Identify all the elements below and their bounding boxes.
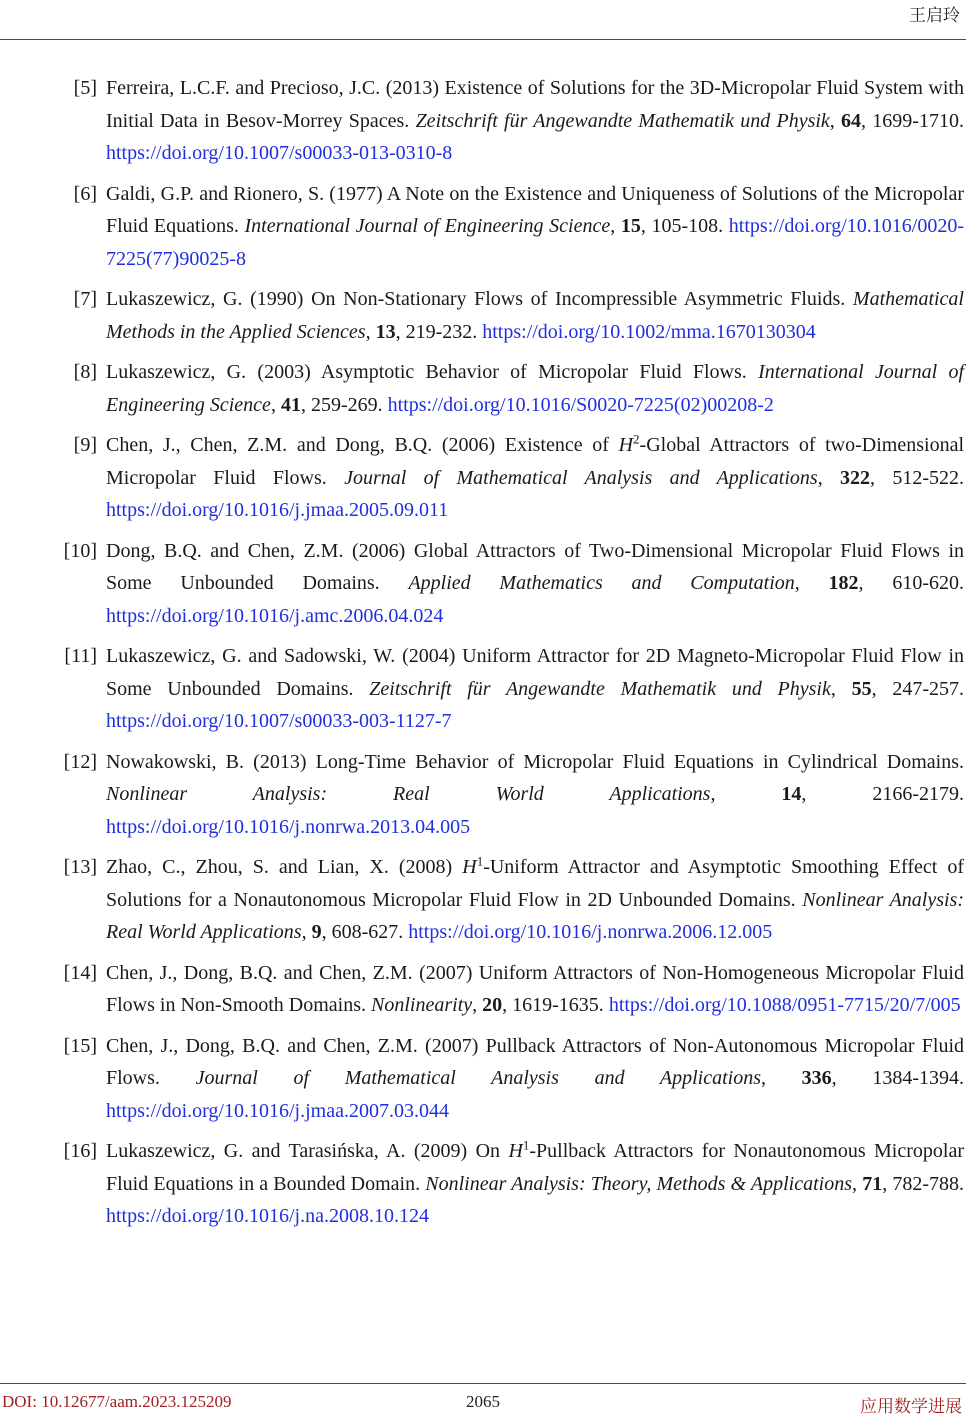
- reference-item: [0, 851, 966, 949]
- reference-pages: , 512-522.: [870, 466, 964, 489]
- reference-authors-title: Nowakowski, B. (2013) Long-Time Behavior of Micropolar Fluid Equations in Cylindrical Domains.: [106, 750, 964, 773]
- reference-pages: , 1384-1394.: [831, 1067, 965, 1089]
- reference-text: Chen, J., Dong, B.Q. and Chen, Z.M. (2007) Pullback Attractors of Non-Autonomous Micropolar Fluid Flows. Journal of Mathematical Analysis and Applications, 336, 1384-1394. https://doi.org/10.1016/j.jmaa.2007.03.044: [106, 1034, 965, 1122]
- reference-authors-title: Chen, J., Dong, B.Q. and Chen, Z.M. (2007) Pullback Attractors of Non-Autonomous Micropolar Fluid Flows.: [106, 1034, 964, 1089]
- doi-link[interactable]: https://doi.org/10.1016/j.jmaa.2007.03.044: [106, 1099, 449, 1122]
- reference-item: [0, 640, 966, 738]
- doi-link[interactable]: https://doi.org/10.1007/s00033-003-1127-7: [106, 710, 452, 732]
- reference-pages: , 2166-2179.: [801, 783, 964, 805]
- reference-volume: 71: [862, 1172, 883, 1195]
- math-symbol: H: [618, 434, 634, 456]
- reference-text: Ferreira, L.C.F. and Precioso, J.C. (2013) Existence of Solutions for the 3D-Micropolar Fluid System with Initial Data in Besov-Morrey Spaces. Zeitschrift für Angewandte Mathematik und Physik, 64, 1699-1710. https://doi.org/10.1007/s00033-013-0310-8: [106, 77, 964, 164]
- header-author: 王启玲: [909, 6, 960, 25]
- reference-journal: Mathematical Methods in the Applied Sciences: [106, 288, 964, 343]
- reference-number: [13]: [63, 856, 97, 878]
- reference-authors-title: Lukaszewicz, G. (1990) On Non-Stationary Flows of Incompressible Asymmetric Fluids.: [106, 288, 853, 310]
- reference-journal: Zeitschrift für Angewandte Mathematik und Physik: [369, 677, 831, 700]
- reference-item: [0, 72, 966, 170]
- doi-link[interactable]: https://doi.org/10.1016/j.nonrwa.2006.12.005: [408, 921, 773, 943]
- math-symbol: H: [508, 1140, 523, 1162]
- reference-journal: Journal of Mathematical Analysis and Applications: [195, 1067, 761, 1089]
- reference-journal: International Journal of Engineering Science: [244, 215, 611, 237]
- reference-journal: Applied Mathematics and Computation: [408, 572, 795, 594]
- page-number: 2065: [466, 1392, 500, 1411]
- reference-volume: 322: [840, 466, 871, 489]
- reference-authors-title: Chen, J., Chen, Z.M. and Dong, B.Q. (2006) Existence of: [106, 434, 619, 456]
- doi-link[interactable]: https://doi.org/10.1016/j.na.2008.10.124: [106, 1205, 429, 1227]
- reference-volume: 64: [841, 109, 862, 132]
- reference-number: [8]: [73, 361, 97, 383]
- reference-number: [14]: [63, 961, 97, 984]
- reference-item: [0, 283, 966, 348]
- reference-pages: , 247-257.: [871, 677, 965, 700]
- reference-volume: 336: [801, 1067, 832, 1089]
- reference-list: [0, 72, 966, 1241]
- footer-doi: DOI: 10.12677/aam.2023.125209: [2, 1392, 232, 1411]
- reference-item: [0, 1135, 966, 1233]
- doi-link[interactable]: https://doi.org/10.1088/0951-7715/20/7/005: [608, 994, 961, 1016]
- doi-link[interactable]: https://doi.org/10.1007/s00033-013-0310-8: [106, 142, 453, 164]
- reference-volume: 15: [620, 215, 641, 237]
- reference-journal: Journal of Mathematical Analysis and Applications: [344, 466, 818, 489]
- reference-text: Nowakowski, B. (2013) Long-Time Behavior of Micropolar Fluid Equations in Cylindrical Domains. Nonlinear Analysis: Real World Applications, 14, 2166-2179. https://doi.org/10.1016/j.nonrwa.2013.04.005: [106, 750, 964, 838]
- reference-item: [0, 957, 966, 1022]
- reference-authors-title: Lukaszewicz, G. and Sadowski, W. (2004) Uniform Attractor for 2D Magneto-Micropolar Fluid Flow in Some Unbounded Domains.: [106, 645, 964, 700]
- reference-pages: , 610-620.: [858, 572, 964, 594]
- reference-number: [11]: [64, 645, 97, 667]
- reference-authors-title: Zhao, C., Zhou, S. and Lian, X. (2008): [106, 856, 463, 878]
- reference-number: [12]: [63, 750, 97, 773]
- reference-volume: 41: [280, 393, 301, 416]
- reference-title-rest: -Uniform Attractor and Asymptotic Smoothing Effect of Solutions for a Nonautonomous Micropolar Fluid Flow in 2D Unbounded Domains.: [106, 856, 964, 911]
- reference-number: [7]: [73, 288, 97, 310]
- reference-title-rest: -Global Attractors of two-Dimensional Micropolar Fluid Flows.: [106, 434, 964, 489]
- reference-authors-title: Ferreira, L.C.F. and Precioso, J.C. (2013) Existence of Solutions for the 3D-Micropolar Fluid System with Initial Data in Besov-Morrey Spaces.: [106, 77, 964, 132]
- reference-pages: , 219-232.: [395, 320, 483, 343]
- reference-pages: , 608-627.: [321, 921, 409, 943]
- reference-title-rest: -Pullback Attractors for Nonautonomous Micropolar Fluid Equations in a Bounded Domain.: [106, 1140, 964, 1195]
- doi-link[interactable]: https://doi.org/10.1016/j.jmaa.2005.09.011: [106, 499, 449, 521]
- reference-text: Lukaszewicz, G. (2003) Asymptotic Behavior of Micropolar Fluid Flows. International Journal of Engineering Science, 41, 259-269. https://doi.org/10.1016/S0020-7225(02)00208-2: [106, 361, 964, 416]
- reference-volume: 55: [851, 677, 872, 700]
- reference-journal: Zeitschrift für Angewandte Mathematik und Physik: [415, 109, 830, 132]
- reference-journal: Nonlinear Analysis: Real World Applications: [106, 888, 964, 943]
- reference-authors-title: Dong, B.Q. and Chen, Z.M. (2006) Global Attractors of Two-Dimensional Micropolar Fluid Flows in Some Unbounded Domains.: [106, 539, 964, 594]
- reference-item: [0, 1030, 966, 1128]
- reference-journal: Nonlinear Analysis: Real World Applications: [106, 783, 711, 805]
- reference-number: [16]: [63, 1140, 97, 1162]
- reference-pages: , 105-108.: [640, 215, 729, 237]
- reference-number: [6]: [73, 182, 97, 205]
- reference-journal: Nonlinearity: [371, 994, 473, 1016]
- math-superscript: 2: [633, 431, 640, 447]
- reference-number: [9]: [73, 434, 97, 456]
- reference-text: Chen, J., Dong, B.Q. and Chen, Z.M. (2007) Uniform Attractors of Non-Homogeneous Micropolar Fluid Flows in Non-Smooth Domains. Nonlinearity, 20, 1619-1635. https://doi.org/10.1088/0951-7715/20/7/005: [106, 961, 964, 1016]
- reference-number: [10]: [63, 539, 97, 562]
- math-symbol: H: [462, 856, 477, 878]
- reference-item: [0, 356, 966, 421]
- reference-text: Dong, B.Q. and Chen, Z.M. (2006) Global Attractors of Two-Dimensional Micropolar Fluid Flows in Some Unbounded Domains. Applied Mathematics and Computation, 182, 610-620. https://doi.org/10.1016/j.amc.2006.04.024: [106, 539, 964, 627]
- reference-volume: 13: [375, 320, 396, 343]
- reference-authors-title: Galdi, G.P. and Rionero, S. (1977) A Note on the Existence and Uniqueness of Solutions of the Micropolar Fluid Equations.: [106, 182, 964, 237]
- reference-text: Chen, J., Chen, Z.M. and Dong, B.Q. (2006) Existence of $H^2$-Global Attractors of two-Dimensional Micropolar Fluid Flows. Journal of Mathematical Analysis and Applications, 322, 512-522. https://doi.org/10.1016/j.jmaa.2005.09.011: [106, 431, 964, 521]
- doi-link[interactable]: https://doi.org/10.1016/j.nonrwa.2013.04.005: [106, 815, 471, 838]
- reference-item: [0, 535, 966, 633]
- reference-journal: Nonlinear Analysis: Theory, Methods & Applications: [425, 1172, 853, 1195]
- reference-text: Lukaszewicz, G. and Sadowski, W. (2004) Uniform Attractor for 2D Magneto-Micropolar Fluid Flow in Some Unbounded Domains. Zeitschrift für Angewandte Mathematik und Physik, 55, 247-257. https://doi.org/10.1007/s00033-003-1127-7: [106, 645, 965, 732]
- reference-text: Galdi, G.P. and Rionero, S. (1977) A Note on the Existence and Uniqueness of Solutions of the Micropolar Fluid Equations. International Journal of Engineering Science, 15, 105-108. https://doi.org/10.1016/0020-7225(77)90025-8: [106, 182, 964, 270]
- reference-volume: 9: [311, 921, 322, 943]
- doi-link[interactable]: https://doi.org/10.1016/j.amc.2006.04.024: [106, 604, 444, 627]
- math-superscript: 1: [522, 1137, 530, 1153]
- reference-text: Lukaszewicz, G. and Tarasińska, A. (2009) On $H^1$-Pullback Attractors for Nonautonomous Micropolar Fluid Equations in a Bounded Domain. Nonlinear Analysis: Theory, Methods & Applications, 71, 782-788. https://doi.org/10.1016/j.na.2008.10.124: [106, 1137, 965, 1227]
- reference-item: [0, 429, 966, 527]
- reference-authors-title: Chen, J., Dong, B.Q. and Chen, Z.M. (2007) Uniform Attractors of Non-Homogeneous Micropolar Fluid Flows in Non-Smooth Domains.: [106, 961, 964, 1016]
- reference-volume: 182: [828, 572, 859, 594]
- reference-journal: International Journal of Engineering Science: [106, 361, 964, 416]
- reference-text: Zhao, C., Zhou, S. and Lian, X. (2008) $H^1$-Uniform Attractor and Asymptotic Smoothing Effect of Solutions for a Nonautonomous Micropolar Fluid Flow in 2D Unbounded Domains. Nonlinear Analysis: Real World Applications, 9, 608-627. https://doi.org/10.1016/j.nonrwa.2006.12.005: [106, 853, 964, 943]
- reference-volume: 14: [781, 783, 802, 805]
- reference-volume: 20: [482, 994, 503, 1016]
- reference-authors-title: Lukaszewicz, G. (2003) Asymptotic Behavior of Micropolar Fluid Flows.: [106, 361, 759, 383]
- math-superscript: 1: [476, 853, 484, 869]
- reference-number: [15]: [63, 1034, 97, 1057]
- reference-number: [5]: [73, 77, 97, 99]
- reference-authors-title: Lukaszewicz, G. and Tarasińska, A. (2009) On: [106, 1140, 509, 1162]
- page-footer: [0, 1383, 966, 1414]
- doi-link[interactable]: https://doi.org/10.1016/S0020-7225(02)00208-2: [387, 393, 774, 416]
- reference-pages: , 782-788.: [882, 1172, 965, 1195]
- page-header: [0, 0, 966, 40]
- reference-item: [0, 178, 966, 276]
- reference-pages: , 1699-1710.: [861, 109, 964, 132]
- reference-pages: , 1619-1635.: [502, 994, 609, 1016]
- reference-pages: , 259-269.: [300, 393, 388, 416]
- footer-journal-name: 应用数学进展: [860, 1397, 962, 1416]
- doi-link[interactable]: https://doi.org/10.1002/mma.1670130304: [482, 320, 816, 343]
- reference-item: [0, 746, 966, 844]
- reference-text: Lukaszewicz, G. (1990) On Non-Stationary Flows of Incompressible Asymmetric Fluids. Mathematical Methods in the Applied Sciences, 13, 219-232. https://doi.org/10.1002/mma.1670130304: [106, 288, 964, 343]
- doi-link[interactable]: https://doi.org/10.1016/0020-7225(77)90025-8: [106, 215, 964, 270]
